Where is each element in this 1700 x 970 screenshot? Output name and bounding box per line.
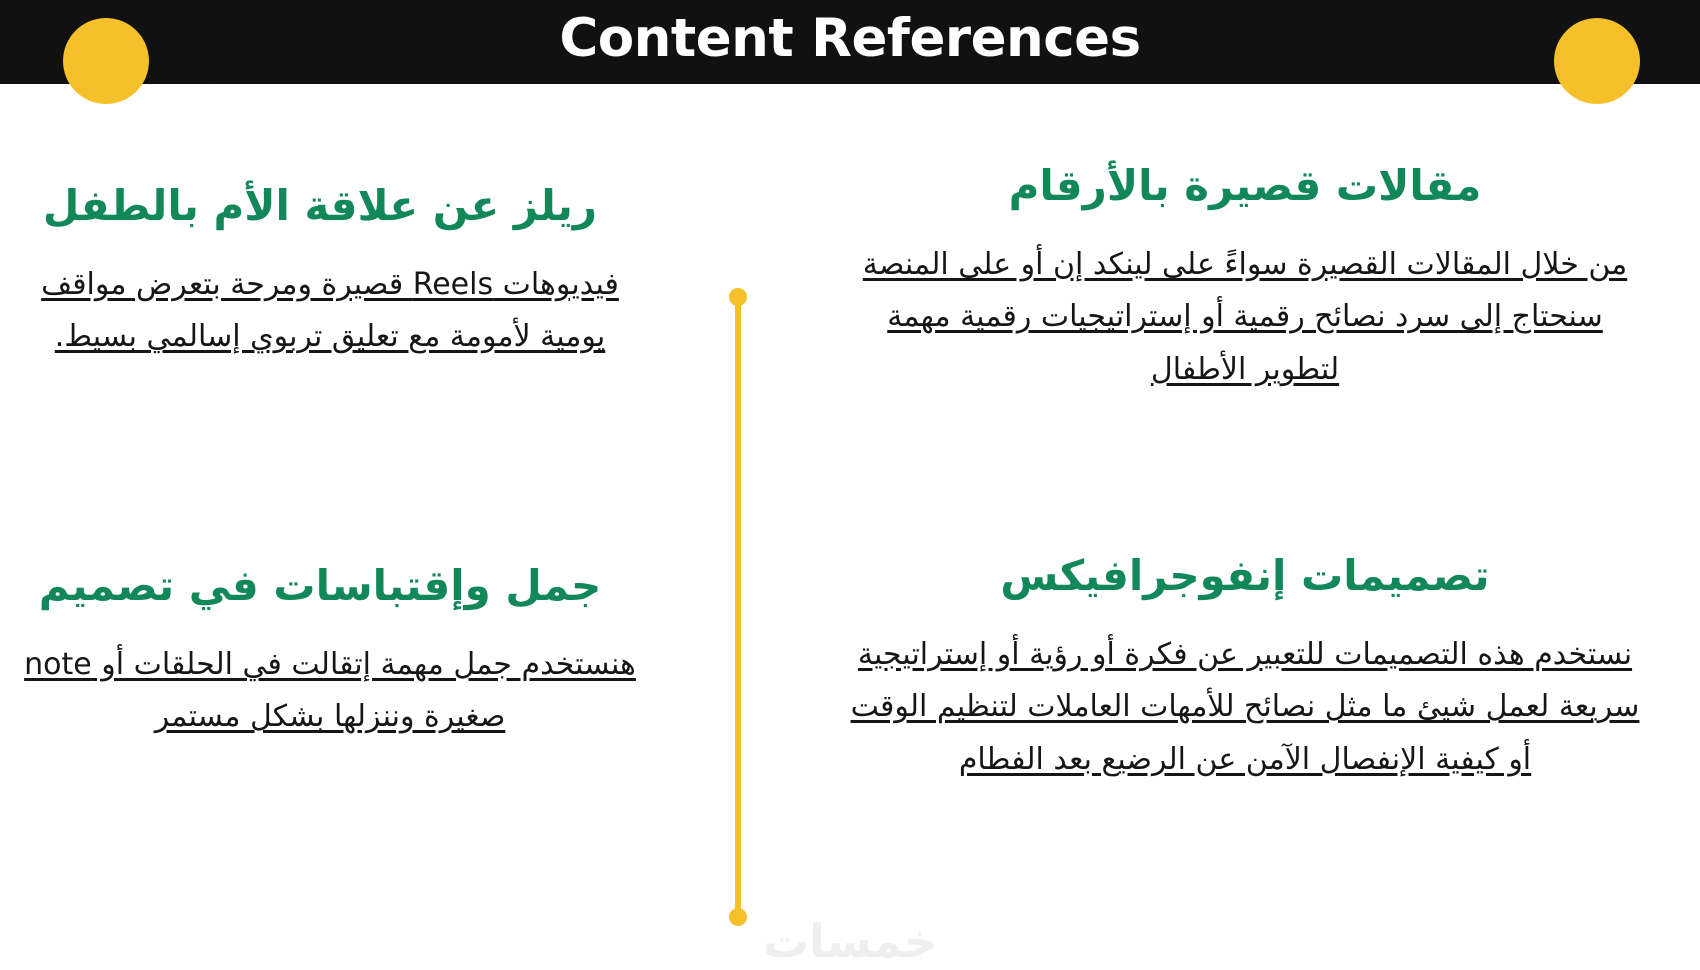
section-infographics <box>850 550 1640 786</box>
section-quotes <box>0 560 680 744</box>
decorative-dot-right <box>1554 18 1640 104</box>
decorative-dot-left <box>63 18 149 104</box>
section-infographics-title: تصميمات إنفوجرافيكس <box>1000 551 1490 600</box>
section-quotes-body: هنستخدم جمل مهمة إتقالت في الحلقات أو note صغيرة وننزلها بشكل مستمر <box>24 646 636 734</box>
content-area <box>0 120 1700 970</box>
section-articles <box>850 160 1640 396</box>
section-reels-body: فيديوهات Reels قصيرة ومرحة بتعرض مواقف يومية لأمومة مع تعليق تربوي إسالمي بسيط. <box>41 266 619 354</box>
section-quotes-title: جمل وإقتباسات في تصميم <box>38 561 602 610</box>
page-title: Content References <box>559 8 1141 69</box>
watermark: خمسات <box>762 914 938 968</box>
divider-cap-top-icon <box>729 288 747 306</box>
section-reels-title: ريلز عن علاقة الأم بالطفل <box>42 181 598 230</box>
section-articles-title: مقالات قصيرة بالأرقام <box>1008 161 1482 210</box>
section-articles-body: من خلال المقالات القصيرة سواءً على لينكد إن أو على المنصة سنحتاج إلى سرد نصائح رقمية أو إستراتيجيات رقمية مهمة لتطوير الأطفال <box>862 246 1628 387</box>
vertical-divider <box>735 295 741 915</box>
section-reels <box>0 180 680 364</box>
section-infographics-body: نستخدم هذه التصميمات للتعبير عن فكرة أو رؤية أو إستراتيجية سريعة لعمل شيئ ما مثل نصائح للأمهات العاملات لتنظيم الوقت أو كيفية الإنفصال الآمن عن الرضيع بعد الفطام <box>850 636 1640 777</box>
